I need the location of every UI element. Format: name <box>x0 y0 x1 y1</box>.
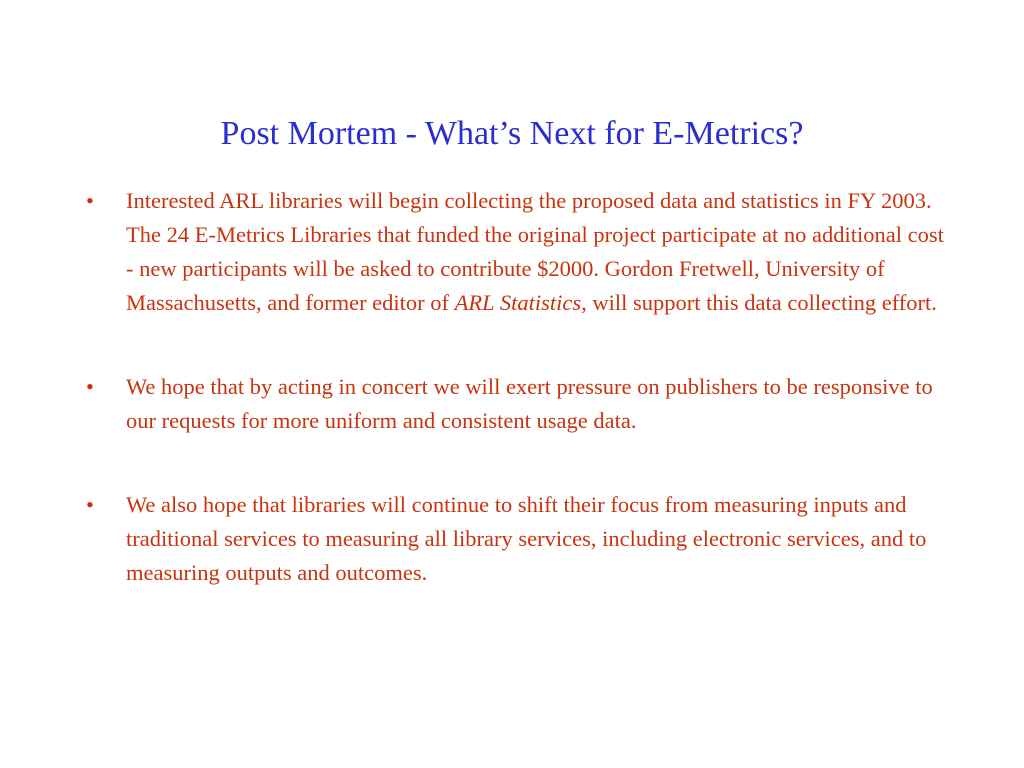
bullet-italic-title: ARL Statistics <box>454 290 582 315</box>
bullet-text-part: , will support this data collecting effort. <box>581 290 937 315</box>
bullet-text-part: Interested ARL libraries will begin collecting the proposed data and statistics in FY 2003. The 24 E-Metrics Libraries that funded the original project participate at no additional cost - new participants will be asked to contribute $2000. Gordon Fretwell, University of Massachusetts, and former editor of <box>126 188 944 315</box>
bullet-icon: • <box>86 188 94 213</box>
bullet-item <box>86 488 946 590</box>
bullet-icon: • <box>86 374 94 399</box>
bullet-icon: • <box>86 492 94 517</box>
bullet-item <box>86 184 946 320</box>
slide-title: Post Mortem - What’s Next for E-Metrics? <box>220 115 804 152</box>
bullet-text: We hope that by acting in concert we will exert pressure on publishers to be responsive to our requests for more uniform and consistent usage data. <box>126 374 933 433</box>
bullet-text: We also hope that libraries will continue to shift their focus from measuring inputs and traditional services to measuring all library services, including electronic services, and to measuring outputs and outcomes. <box>126 492 927 585</box>
bullet-item <box>86 370 946 438</box>
bullet-list <box>86 184 946 640</box>
